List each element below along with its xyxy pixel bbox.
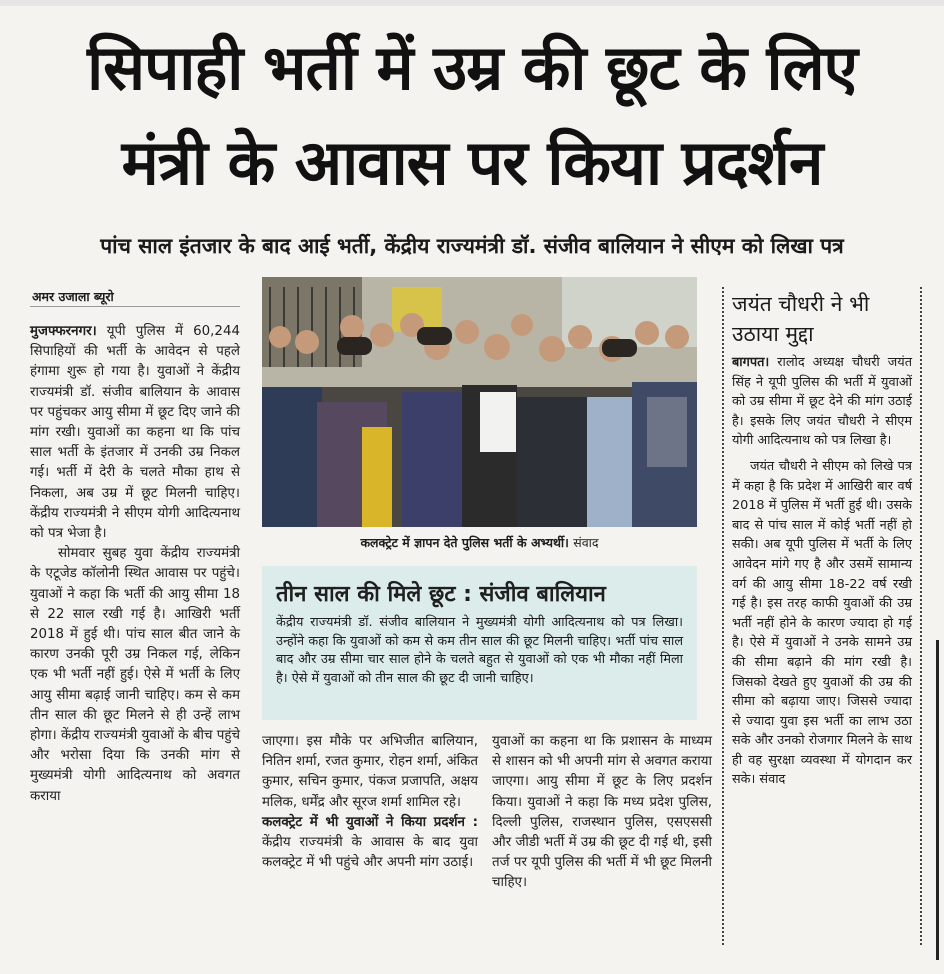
story-paragraph-2: सोमवार सुबह युवा केंद्रीय राज्यमंत्री के एटूजेड कॉलोनी स्थित आवास पर पहुंचे। युवाओं ने कहा कि भर्ती की आयु सीमा 18 से 22 साल रखी गई है। आखिरी भर्ती 2018 में हुई थी। पांच साल बीत जाने के कारण उनकी पूरी उम्र निकल गई, लेकिन एक भी भर्ती नहीं हुई। ऐसे में भर्ती के लिए आयु सीमा बढ़ाई जानी चाहिए। कम से कम तीन साल की छूट मिलने से ही उन्हें लाभ होगा। केंद्रीय राज्यमंत्री युवाओं के बीच पहुंचे और भरोसा दिया कि उनकी मांग से मुख्यमंत्री योगी आदित्यनाथ को अवगत कराया	[30, 546, 240, 804]
story-paragraph-4	[262, 813, 478, 874]
quote-box-title: तीन साल की मिले छूट : संजीव बालियान	[276, 582, 606, 607]
dateline: मुजफ्फरनगर।	[30, 324, 97, 339]
story-left-column	[30, 322, 240, 807]
sidebar-body	[732, 353, 912, 790]
story-middle-column	[262, 732, 478, 873]
protest-photo-illustration	[262, 277, 697, 527]
sidebar-credit: संवाद	[759, 772, 786, 788]
news-photo	[262, 277, 697, 527]
headline-line-1: सिपाही भर्ती में उम्र की छूट के लिए	[87, 31, 857, 104]
sidebar-story	[722, 287, 922, 945]
photo-credit: संवाद	[573, 535, 599, 550]
sidebar-paragraph-2	[732, 457, 912, 790]
photo-caption	[262, 534, 697, 551]
quote-box-text: केंद्रीय राज्यमंत्री डॉ. संजीव बालियान ने मुख्यमंत्री योगी आदित्यनाथ को पत्र लिखा। उन्होंने कहा कि युवाओं को कम से कम तीन साल की छूट मिलनी चाहिए। भर्ती पांच साल बाद और उम्र सीमा चार साल होने के चलते बहुत से युवाओं को एक भी मौका नहीं मिला है। ऐसे में युवाओं को तीन साल की छूट दी जानी चाहिए।	[276, 615, 683, 686]
sidebar-dateline: बागपत।	[732, 355, 770, 370]
page-edge-mark	[936, 640, 939, 960]
story-right-column	[492, 732, 712, 894]
top-border	[0, 0, 944, 6]
story-subheading: कलक्ट्रेट में भी युवाओं ने किया प्रदर्शन :	[262, 814, 478, 830]
sidebar-text-1: रालोद अध्यक्ष चौधरी जयंत सिंह ने यूपी पुलिस की भर्ती में युवाओं को उम्र सीमा में छूट देने की मांग उठाई है। इसके लिए जयंत चौधरी ने सीएम योगी आदित्यनाथ को पत्र लिखा है।	[732, 355, 912, 449]
story-text-4: केंद्रीय राज्यमंत्री के आवास के बाद युवा कलक्ट्रेट में भी पहुंचे और अपनी मांग उठाई।	[262, 835, 478, 871]
sidebar-paragraph-1	[732, 353, 912, 451]
story-paragraph-1	[30, 322, 240, 544]
byline-rule	[30, 306, 240, 307]
headline-line-2: मंत्री के आवास पर किया प्रदर्शन	[121, 126, 823, 199]
story-text-1: यूपी पुलिस में 60,244 सिपाहियों की भर्ती के आवेदन से पहले हंगामा शुरू हो गया है। युवाओं ने केंद्रीय राज्यमंत्री डॉ. संजीव बालियान के आवास पर पहुंचकर आयु सीमा में छूट दिए जाने की मांग रखी। युवाओं का कहना था कि पांच साल भर्ती के इंतजार में उनकी उम्र निकल गई। भर्ती में देरी के चलते मौका हाथ से निकला, अब उम्र में छूट मिलनी चाहिए। केंद्रीय राज्यमंत्री ने सीएम योगी आदित्यनाथ को पत्र भेजा है।	[30, 324, 240, 542]
byline: अमर उजाला ब्यूरो	[32, 289, 114, 304]
sidebar-text-2: जयंत चौधरी ने सीएम को लिखे पत्र में कहा है कि प्रदेश में आखिरी बार वर्ष 2018 में पुलिस में भर्ती हुई थी। उसके बाद से पांच साल में कोई भर्ती नहीं हो सकी। अब यूपी पुलिस में भर्ती के लिए आवेदन मांगे गए है और उसमें सामान्य वर्ग की आयु सीमा 18-22 वर्ष रखी गई है। इस तरह काफी युवाओं की उम्र भर्ती नहीं होने के कारण ज्यादा हो गई है। ऐसे में युवाओं ने उनके सामने उम्र की सीमा बढ़ाने की मांग रखी है। जिसको देखते हुए युवाओं की उम्र की सीमा को बढ़ाया जाए। जिससे ज्यादा से ज्यादा युवा इस भर्ती का लाभ उठा सके और उनको रोजगार मिलने के साथ ही वह सुरक्षा व्यवस्था में योगदान कर सके।	[732, 458, 912, 788]
sidebar-title: जयंत चौधरी ने भी उठाया मुद्दा	[732, 292, 870, 346]
photo-caption-text: कलक्ट्रेट में ज्ञापन देते पुलिस भर्ती के अभ्यर्थी।	[360, 535, 569, 550]
quote-box	[262, 566, 697, 720]
story-paragraph-5: युवाओं का कहना था कि प्रशासन के माध्यम से शासन को भी अपनी मांग से अवगत कराया जाएगा। आयु सीमा में छूट के लिए प्रदर्शन किया। युवाओं ने कहा कि मध्य प्रदेश पुलिस, दिल्ली पुलिस, राजस्थान पुलिस, एसएससी और जीडी भर्ती में उम्र की छूट दी गई थी, इसी तर्ज पर यूपी पुलिस की भर्ती में भी छूट मिलनी चाहिए।	[492, 734, 712, 891]
subheadline: पांच साल इंतजार के बाद आई भर्ती, केंद्रीय राज्यमंत्री डॉ. संजीव बालियान ने सीएम को लिखा पत्र	[100, 234, 844, 258]
story-paragraph-3: जाएगा। इस मौके पर अभिजीत बालियान, नितिन शर्मा, रजत कुमार, रोहन शर्मा, अंकित कुमार, सचिन कुमार, पंकज प्रजापति, अक्षय मलिक, धर्मेंद्र और सूरज शर्मा शामिल रहे।	[262, 734, 478, 810]
